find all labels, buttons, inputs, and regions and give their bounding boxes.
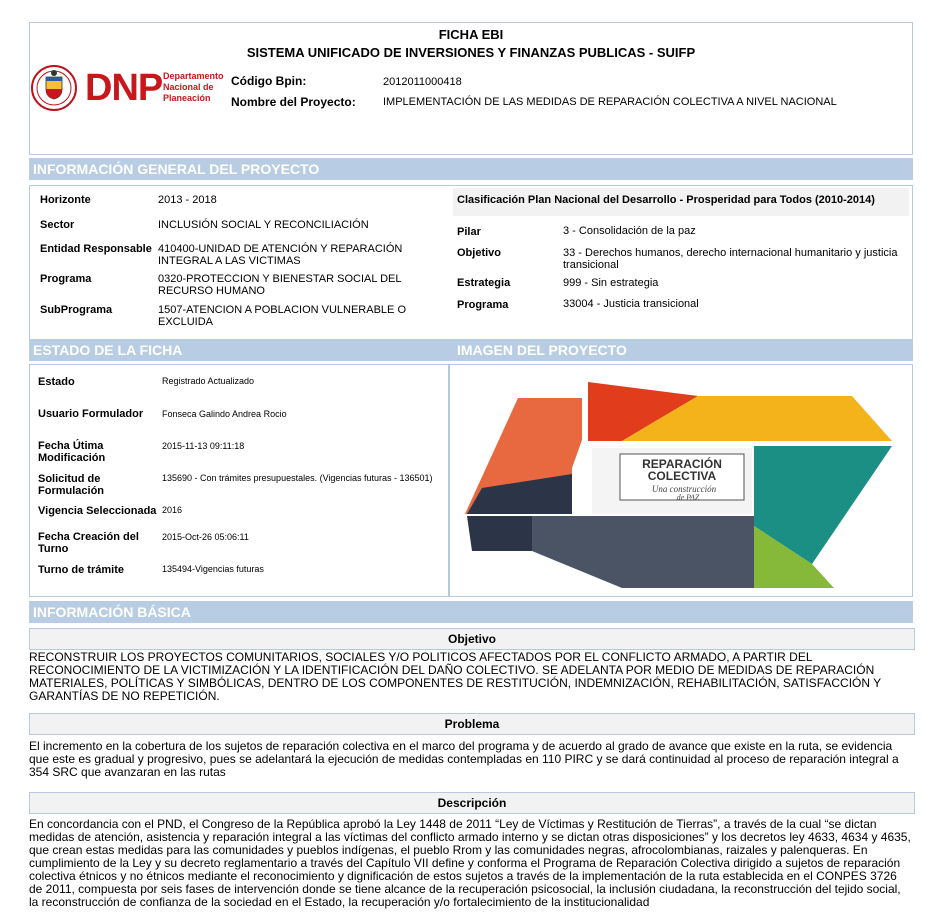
pinwheel-navy [467, 516, 532, 551]
entidad-label: Entidad Responsable [40, 243, 152, 255]
objetivo-title: Objetivo [29, 628, 915, 650]
section-imagen-proyecto: IMAGEN DEL PROYECTO [453, 339, 913, 361]
horizonte-label: Horizonte [40, 194, 91, 206]
bpin-label: Código Bpin: [231, 74, 307, 88]
header-box [29, 22, 913, 155]
section-informacion-general: INFORMACIÓN GENERAL DEL PROYECTO [29, 158, 913, 180]
horizonte-value: 2013 - 2018 [158, 194, 217, 206]
fecha-creacion-value: 2015-Oct-26 05:06:11 [162, 532, 249, 542]
nombre-label: Nombre del Proyecto: [231, 95, 356, 109]
bpin-value: 2012011000418 [383, 76, 462, 88]
problema-title: Problema [29, 713, 915, 735]
logo-line1: REPARACIÓN [642, 457, 722, 471]
pinwheel-slate [532, 516, 754, 588]
programa-label: Programa [40, 273, 92, 285]
descripcion-title: Descripción [29, 792, 915, 814]
turno-value: 135494-Vigencias futuras [162, 564, 264, 574]
ficha-title: FICHA EBI [438, 27, 504, 42]
logo-line2: COLECTIVA [647, 469, 717, 483]
estrategia-value: 999 - Sin estrategia [563, 277, 659, 289]
objetivo-pnd-label: Objetivo [457, 247, 502, 259]
colombia-seal-icon [31, 63, 77, 113]
section-informacion-basica: INFORMACIÓN BÁSICA [29, 601, 913, 623]
estado-value: Registrado Actualizado [162, 376, 255, 386]
fecha-creacion-label: Fecha Creación del Turno [38, 531, 139, 555]
subprograma-label: SubPrograma [40, 304, 113, 316]
sector-value: INCLUSIÓN SOCIAL Y RECONCILIACIÓN [158, 219, 369, 231]
subprograma-value: 1507-ATENCION A POBLACION VULNERABLE O EXCLUIDA [158, 304, 406, 328]
programa-pnd-label: Programa [457, 299, 509, 311]
solicitud-value: 135690 - Con trámites presupuestales. (Vigencias futuras - 136501) [162, 473, 433, 483]
pilar-value: 3 - Consolidación de la paz [563, 225, 696, 237]
usuario-label: Usuario Formulador [38, 408, 144, 420]
section-estado-ficha: ESTADO DE LA FICHA [29, 339, 455, 361]
dnp-logo-subtext: Departamento Nacional de Planeación [163, 71, 224, 103]
solicitud-label: Solicitud de Formulación [38, 473, 105, 497]
vigencia-label: Vigencia Seleccionada [38, 505, 157, 517]
plan-title: Clasificación Plan Nacional del Desarrollo - Prosperidad para Todos (2010-2014) [453, 188, 909, 216]
system-title: SISTEMA UNIFICADO DE INVERSIONES Y FINANZAS PUBLICAS - SUIFP [246, 45, 696, 60]
dnp-logo [85, 67, 225, 111]
logo-line3: Una construcción [651, 484, 717, 494]
project-image [462, 376, 898, 590]
vigencia-value: 2016 [162, 505, 183, 515]
dnp-logo-text: DNP [85, 67, 163, 109]
programa-pnd-value: 33004 - Justicia transicional [563, 298, 699, 310]
entidad-value: 410400-UNIDAD DE ATENCIÓN Y REPARACIÓN INTEGRAL A LAS VICTIMAS [158, 243, 403, 267]
objetivo-pnd-value: 33 - Derechos humanos, derecho internacional humanitario y justicia transicional [563, 247, 898, 271]
usuario-value: Fonseca Galindo Andrea Rocio [162, 409, 287, 419]
estado-label: Estado [38, 376, 75, 388]
fecha-modificacion-label: Fecha Útima Modificación [38, 440, 106, 464]
programa-value: 0320-PROTECCION Y BIENESTAR SOCIAL DEL RECURSO HUMANO [158, 273, 402, 297]
problema-text: El incremento en la cobertura de los sujetos de reparación colectiva en el marco del programa y de acuerdo al grado de avance que existe en la ruta, se evidencia que este es gradual y progresivo, pues se adelantará la ejecución de medidas contempladas en 110 PIRC y se dará continuidad al proceso de reparación integral a 354 SRC que avanzaran en las rutas [29, 739, 899, 779]
logo-line4: de PAZ [676, 493, 700, 502]
fecha-modificacion-value: 2015-11-13 09:11:18 [162, 441, 245, 451]
descripcion-text: En concordancia con el PND, el Congreso de la República aprobó la Ley 1448 de 2011 “Ley de Víctimas y Restitución de Tierras”, a través de la cual “se dictan medidas de atención, asistencia y reparación integral a las víctimas del conflicto armado interno y se dictan otras disposiciones” y los decretos ley 4633, 4634 y 4635, que crean estas medidas para las comunidades y pueblos indígenas, el pueblo Rrom y las comunidades negras, afrocolombianas, raizales y palenqueras. En cumplimiento de la Ley y su decreto reglamentario a través del Capítulo VII define y conforma el Programa de Reparación Colectiva dirigido a sujetos de reparación colectiva étnicos y no étnicos mediante el reconocimiento y dignificación de estos sujetos a través de la implementación de la ruta establecida en el CONPES 3726 de 2011, compuesta por seis fases de intervención donde se tiene alcance de la recuperación psicosocial, la inclusión ciudadana, la reconstrucción del tejido social, la reconstrucción de confianza de la sociedad en el Estado, la recuperación y/o fortalecimiento de la institucionalidad [29, 817, 911, 909]
sector-label: Sector [40, 219, 75, 231]
pilar-label: Pilar [457, 226, 481, 238]
estrategia-label: Estrategia [457, 277, 511, 289]
turno-label: Turno de trámite [38, 564, 124, 576]
objetivo-text: RECONSTRUIR LOS PROYECTOS COMUNITARIOS, SOCIALES Y/O POLITICOS AFECTADOS POR EL CONFLICTO ARMADO, A PARTIR DEL RECONOCIMIENTO DE LA VICTIMIZACIÓN Y LA IDENTIFICACIÓN DEL DAÑO COLECTIVO. SE ADELANTA POR MEDIO DE MEDIDAS DE REPARACIÓN MATERIALES, POLÍTICAS Y SIMBÓLICAS, DENTRO DE LOS COMPONENTES DE RESTITUCIÓN, INDEMNIZACIÓN, REHABILITACIÓN, SATISFACCIÓN Y GARANTÍAS DE NO REPETICIÓN. [29, 650, 881, 703]
nombre-value: IMPLEMENTACIÓN DE LAS MEDIDAS DE REPARACIÓN COLECTIVA A NIVEL NACIONAL [383, 96, 837, 108]
